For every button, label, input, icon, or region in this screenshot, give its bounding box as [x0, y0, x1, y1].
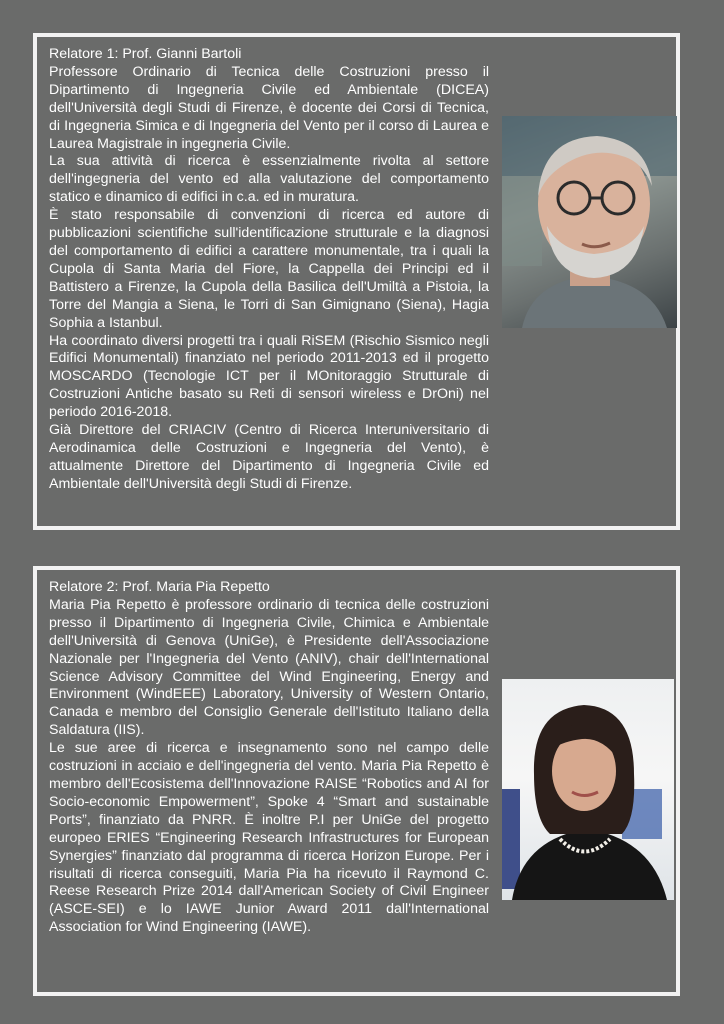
speaker-1-paragraph-2: La sua attività di ricerca è essenzialmente rivolta al settore dell'ingegneria del vento ed alla valutazione del comportamento statico e dinamico di edifici in c.a. ed in muratura. [49, 153, 489, 206]
speaker-1-heading: Relatore 1: Prof. Gianni Bartoli [49, 46, 242, 62]
speaker-1-paragraph-5: Già Direttore del CRIACIV (Centro di Ricerca Interuniversitario di Aerodinamica delle Costruzioni e Ingegneria del Vento), è attualmente Direttore del Dipartimento di Ingegneria Civile ed Ambientale dell'Università degli Studi di Firenze. [49, 422, 489, 492]
speaker-card-1 [33, 33, 680, 530]
speaker-1-paragraph-1: Professore Ordinario di Tecnica delle Costruzioni presso il Dipartimento di Ingegneria Civile ed Ambientale (DICEA) dell'Università degli Studi di Firenze, è docente dei Corsi di Tecnica, di Ingegneria Simica e di Ingegneria del Vento per il corso di Laurea e Laurea Magistrale in ingegneria Civile. [49, 63, 489, 152]
speaker-2-paragraph-2: Le sue aree di ricerca e insegnamento sono nel campo delle costruzioni in acciaio e dell'ingegneria del vento. Maria Pia Repetto è membro dell'Ecosistema dell'Innovazione RAISE “Robotics and AI for Socio-economic Empowerment”, Spoke 4 “Smart and sustainable Ports”, finanziato da PNRR. È inoltre P.I per UniGe del progetto europeo ERIES “Engineering Research Infrastructures for European Synergies” finanziato dal programma di ricerca Horizon Europe. Per i risultati di ricerca conseguiti, Maria Pia ha ricevuto il Raymond C. Reese Research Prize 2014 dall'American Society of Civil Engineer (ASCE-SEI) e lo IAWE Junior Award 2011 dall'International Association for Wind Engineering (IAWE). [49, 740, 489, 936]
speaker-1-photo [502, 116, 677, 328]
speaker-2-photo [502, 679, 674, 900]
speaker-card-2 [33, 566, 680, 996]
speaker-1-paragraph-4: Ha coordinato diversi progetti tra i quali RiSEM (Rischio Sismico negli Edifici Monumentali) finanziato nel periodo 2011-2013 ed il progetto MOSCARDO (Tecnologie ICT per il MOnitoraggio Strutturale di Costruzioni Antiche basato su Reti di sensori wireless e DrOni) nel periodo 2016-2018. [49, 332, 489, 421]
speaker-2-bio [49, 579, 489, 937]
speaker-1-paragraph-3: È stato responsabile di convenzioni di ricerca ed autore di pubblicazioni scientifiche sull'identificazione strutturale e la diagnosi del comportamento di edifici a carattere monumentale, tra i quali la Cupola di Santa Maria del Fiore, la Cappella dei Principi ed il Battistero a Firenze, la Cupola della Basilica dell'Umiltà a Pistoia, la Torre del Mangia a Siena, le Torri di San Gimignano (Siena), Hagia Sophia a Istanbul. [49, 207, 489, 331]
speaker-1-bio [49, 46, 489, 494]
speaker-2-heading: Relatore 2: Prof. Maria Pia Repetto [49, 579, 270, 595]
speaker-2-paragraph-1: Maria Pia Repetto è professore ordinario di tecnica delle costruzioni presso il Dipartimento di Ingegneria Civile, Chimica e Ambientale dell'Università di Genova (UniGe), è Presidente dell'Associazione Nazionale per l'Ingegneria del Vento (ANIV), chair dell'International Science Advisory Committee del Wind Engineering, Energy and Environment (WindEEE) Laboratory, University of Western Ontario, Canada e membro del Consiglio Generale dell'Istituto Italiano della Saldatura (IIS). [49, 596, 489, 739]
